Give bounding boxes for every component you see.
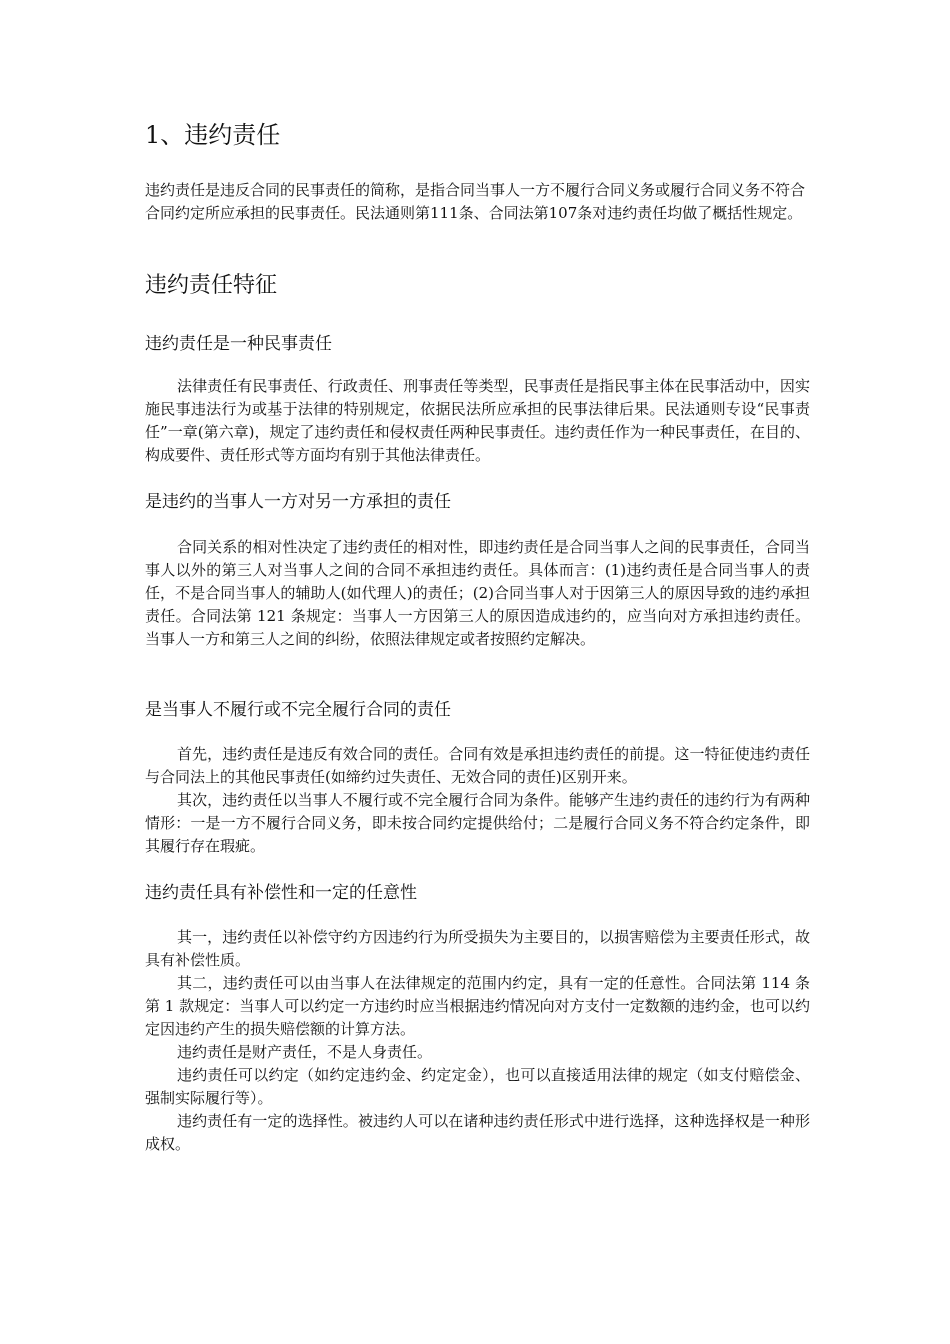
paragraph: 首先，违约责任是违反有效合同的责任。合同有效是承担违约责任的前提。这一特征使违约责任与合同法上的其他民事责任(如缔约过失责任、无效合同的责任)区别开来。 [145, 745, 810, 786]
paragraph: 其一，违约责任以补偿守约方因违约行为所受损失为主要目的，以损害赔偿为主要责任形式，故具有补偿性质。 [145, 928, 810, 969]
paragraph: 违约责任有一定的选择性。被违约人可以在诸种违约责任形式中进行选择，这种选择权是一种形成权。 [145, 1112, 810, 1153]
subsection-body-1 [145, 375, 810, 467]
section-heading: 违约责任特征 [145, 273, 278, 298]
subsection-body-3 [145, 743, 810, 858]
subsection-heading-2: 是违约的当事人一方对另一方承担的责任 [145, 492, 451, 512]
paragraph: 违约责任可以约定（如约定违约金、约定定金），也可以直接适用法律的规定（如支付赔偿金、强制实际履行等）。 [145, 1066, 810, 1107]
paragraph: 法律责任有民事责任、行政责任、刑事责任等类型，民事责任是指民事主体在民事活动中，因实施民事违法行为或基于法律的特别规定，依据民法所应承担的民事法律后果。民法通则专设“民事责任”一章(第六章)，规定了违约责任和侵权责任两种民事责任。违约责任作为一种民事责任，在目的、构成要件、责任形式等方面均有别于其他法律责任。 [145, 377, 810, 464]
paragraph: 其二，违约责任可以由当事人在法律规定的范围内约定，具有一定的任意性。合同法第 114 条第 1 款规定：当事人可以约定一方违约时应当根据违约情况向对方支付一定数额的违约金，也可以约定因违约产生的损失赔偿额的计算方法。 [145, 974, 810, 1038]
document-title: 1、违约责任 [145, 121, 281, 149]
subsection-heading-3: 是当事人不履行或不完全履行合同的责任 [145, 700, 451, 720]
subsection-heading-4: 违约责任具有补偿性和一定的任意性 [145, 883, 417, 903]
subsection-body-2 [145, 536, 810, 651]
subsection-heading-1: 违约责任是一种民事责任 [145, 334, 332, 354]
paragraph: 其次，违约责任以当事人不履行或不完全履行合同为条件。能够产生违约责任的违约行为有两种情形：一是一方不履行合同义务，即未按合同约定提供给付；二是履行合同义务不符合约定条件，即其履行存在瑕疵。 [145, 791, 810, 855]
paragraph: 违约责任是财产责任，不是人身责任。 [177, 1043, 433, 1061]
subsection-body-4 [145, 926, 810, 1156]
paragraph: 合同关系的相对性决定了违约责任的相对性，即违约责任是合同当事人之间的民事责任，合同当事人以外的第三人对当事人之间的合同不承担违约责任。具体而言：(1)违约责任是合同当事人的责任，不是合同当事人的辅助人(如代理人)的责任；(2)合同当事人对于因第三人的原因导致的违约承担责任。合同法第 121 条规定：当事人一方因第三人的原因造成违约的，应当向对方承担违约责任。当事人一方和第三人之间的纠纷，依照法律规定或者按照约定解决。 [145, 538, 810, 648]
intro-paragraph: 违约责任是违反合同的民事责任的简称，是指合同当事人一方不履行合同义务或履行合同义务不符合合同约定所应承担的民事责任。民法通则第111条、合同法第107条对违约责任均做了概括性规定。 [145, 181, 806, 222]
